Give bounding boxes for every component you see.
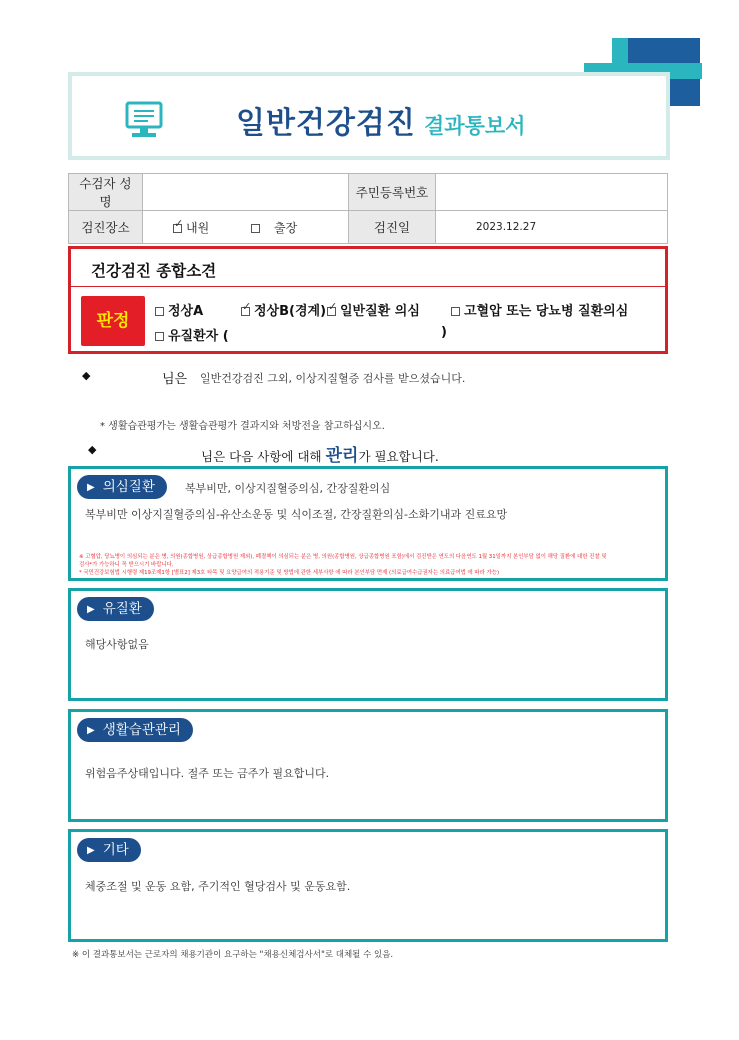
option-existing-disease-close: ) [441, 325, 447, 340]
bullet-icon: ◆ [82, 369, 91, 382]
name-value [143, 174, 349, 211]
lifestyle-detail: 위험음주상태입니다. 절주 또는 금주가 필요합니다. [85, 767, 330, 780]
name-label: 수검자 성명 [69, 174, 143, 211]
monitor-icon [124, 100, 164, 140]
section-tab-lifestyle: ▶ 생활습관관리 [77, 718, 193, 742]
play-triangle-icon: ▶ [87, 845, 95, 856]
date-label: 검진일 [349, 211, 436, 244]
page-title: 일반건강검진 [236, 106, 416, 141]
verdict-badge: 판정 [81, 296, 145, 346]
date-value: 2023.12.27 [436, 211, 668, 244]
place-option-visit[interactable]: ✓ 내원 [173, 221, 209, 235]
section-tab-other: ▶ 기타 [77, 838, 141, 862]
play-triangle-icon: ▶ [87, 725, 95, 736]
summary-title: 건강검진 종합소견 [91, 262, 217, 280]
lifestyle-note: * 생활습관평가는 생활습관평가 결과지와 처방전을 참고하십시오. [100, 421, 385, 432]
section-lifestyle-management [68, 709, 668, 822]
option-normal-a[interactable]: 정상A [155, 300, 203, 319]
footer-note: ※ 이 결과통보서는 근로자의 채용기관이 요구하는 "채용신체검사서"로 대체될 수 있음. [72, 950, 394, 960]
title-banner [68, 72, 670, 160]
option-existing-disease[interactable]: 유질환자 ( [155, 325, 229, 344]
intro-name-suffix: 님은 [162, 372, 188, 387]
play-triangle-icon: ▶ [87, 482, 95, 493]
other-detail: 체중조절 및 운동 요함, 주기적인 혈당검사 및 운동요함. [85, 880, 351, 893]
management-needed-text: 님은 다음 사항에 대해 관리가 필요합니다. [201, 446, 439, 466]
checkbox-icon[interactable] [451, 307, 460, 316]
suspected-note-2: 검사*가 가능하니 꼭 받으시기 바랍니다. [79, 562, 174, 568]
page-subtitle: 결과통보서 [424, 114, 526, 138]
place-label: 검진장소 [69, 211, 143, 244]
section-other [68, 829, 668, 942]
option-normal-b[interactable]: ✓ 정상B(경계) [241, 300, 326, 319]
overall-summary-box [68, 246, 668, 354]
suspected-detail: 복부비만 이상지질혈증의심-유산소운동 및 식이조절, 간장질환의심-소화기내과 진료요망 [85, 508, 508, 521]
section-suspected-disease [68, 466, 668, 581]
intro-exam-text: 일반건강검진 그외, 이상지질혈증 검사를 받으셨습니다. [200, 372, 466, 385]
section-existing-disease [68, 588, 668, 701]
place-option-outreach[interactable]: 출장 [251, 221, 297, 235]
checkbox-checked-icon[interactable] [173, 224, 182, 233]
option-general-disease[interactable]: ✓ 일반질환 의심 [327, 300, 420, 319]
place-options [143, 211, 349, 244]
checkbox-checked-icon[interactable] [327, 307, 336, 316]
section-tab-suspected: ▶ 의심질환 [77, 475, 167, 499]
play-triangle-icon: ▶ [87, 604, 95, 615]
checkbox-icon[interactable] [251, 224, 260, 233]
summary-divider [71, 286, 665, 287]
suspected-note-3: * 국민건강보험법 시행령 제19조제1항 [별표2] 제3호 타목 및 요양급여의 적용기준 및 방법에 관한 세부사항 에 따라 본인부담 면제 (의료급여수급권자는 의료급여법 에 따라 가능) [79, 570, 500, 576]
checkbox-icon[interactable] [155, 307, 164, 316]
bullet-icon: ◆ [88, 443, 97, 456]
suspected-note-1: ※ 고혈압, 당뇨병이 의심되는 분은 병, 의원(종합병원, 상급종합병원 제외), 폐결핵이 의심되는 분은 병, 의원(종합병원, 상급종합병원 포함)에서 검진받은 연도의 다음연도 1월 31일까지 본인부담 없이 해당 질환에 대한 진찰 및 [79, 554, 607, 560]
suspected-summary: 복부비만, 이상지질혈증의심, 간장질환의심 [185, 482, 391, 495]
examinee-info-table [68, 173, 668, 244]
option-hypertension-diabetes[interactable]: 고혈압 또는 당뇨병 질환의심 [451, 300, 628, 319]
id-label: 주민등록번호 [349, 174, 436, 211]
checkbox-checked-icon[interactable] [241, 307, 250, 316]
existing-detail: 해당사항없음 [85, 638, 149, 651]
section-tab-existing: ▶ 유질환 [77, 597, 154, 621]
checkbox-icon[interactable] [155, 332, 164, 341]
id-value [436, 174, 668, 211]
